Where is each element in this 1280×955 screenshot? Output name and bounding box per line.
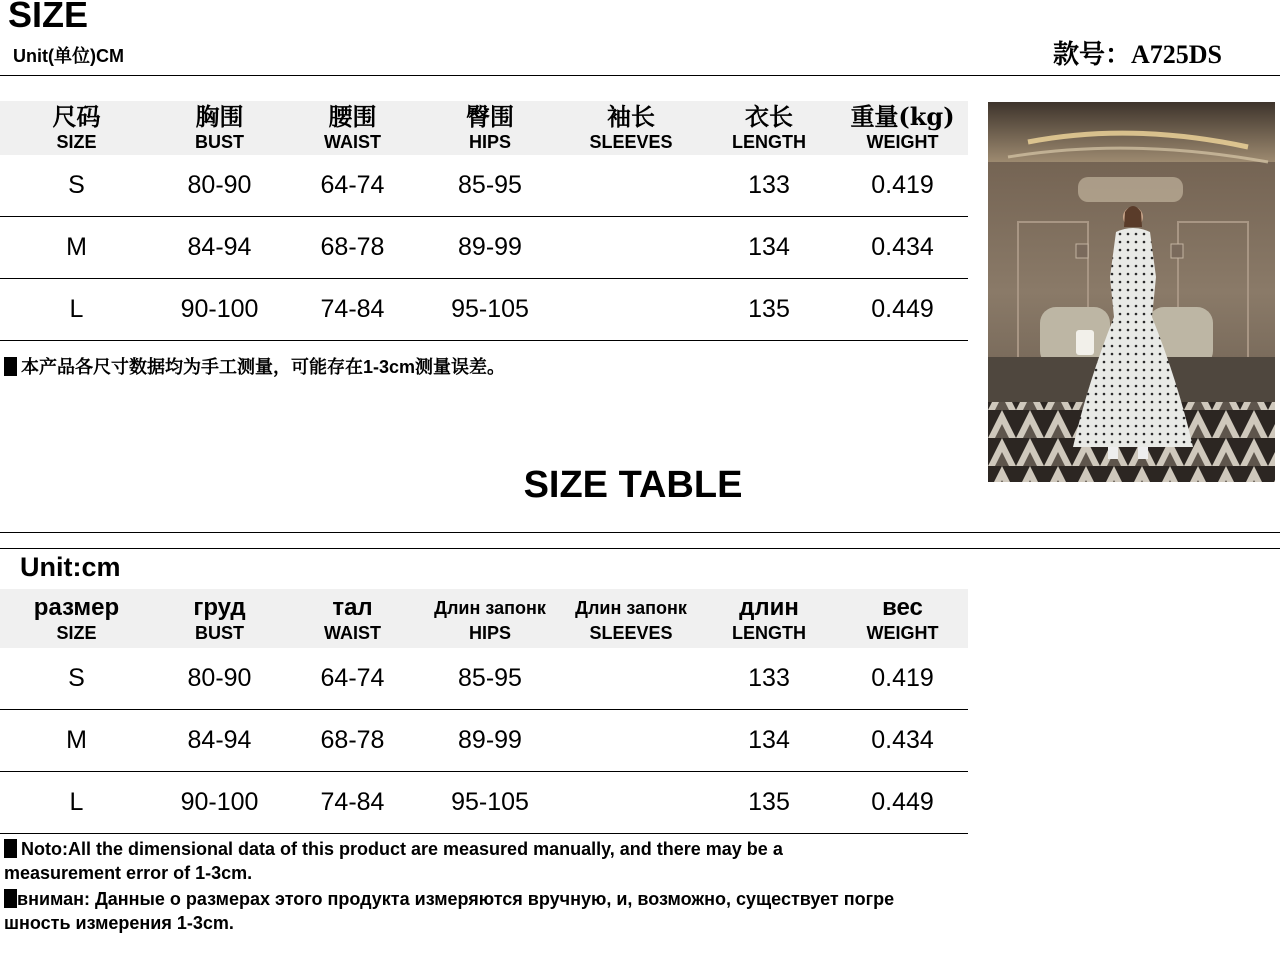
- unit-label: Unit(单位)CM: [13, 46, 124, 66]
- table-row: [0, 772, 968, 834]
- cell-waist: 64-74: [286, 648, 419, 710]
- table-row: [0, 155, 968, 217]
- cell-waist: 68-78: [286, 710, 419, 772]
- page-title: SIZE: [8, 0, 89, 35]
- measurement-note-en: Noto:All the dimensional data of this product are measured manually, and there may be a measurement error of 1-3cm.: [4, 839, 783, 883]
- section-divider-top: [0, 532, 1280, 533]
- cell-weight: 0.419: [837, 648, 968, 710]
- header-weight: вес WEIGHT: [837, 589, 968, 648]
- header-sleeves: 袖长 SLEEVES: [561, 101, 701, 155]
- cell-length: 133: [701, 648, 837, 710]
- cell-length: 133: [701, 155, 837, 217]
- header-length: длин LENGTH: [701, 589, 837, 648]
- header-hips: Длин запонк HIPS: [419, 589, 561, 648]
- product-photo: [988, 102, 1275, 482]
- cell-size: M: [0, 710, 153, 772]
- cell-sleeves: [561, 217, 701, 279]
- header-waist: 腰围 WAIST: [286, 101, 419, 155]
- header-waist: тал WAIST: [286, 589, 419, 648]
- cell-size: S: [0, 648, 153, 710]
- cell-sleeves: [561, 648, 701, 710]
- cell-weight: 0.434: [837, 217, 968, 279]
- cell-sleeves: [561, 155, 701, 217]
- table-row: [0, 648, 968, 710]
- header-sleeves: Длин запонк SLEEVES: [561, 589, 701, 648]
- cell-waist: 74-84: [286, 279, 419, 341]
- header-size: 尺码 SIZE: [0, 101, 153, 155]
- bullet-block: [4, 357, 17, 376]
- table-row: [0, 217, 968, 279]
- size-table-cn: [0, 101, 968, 341]
- table-header-row: [0, 101, 968, 155]
- bullet-block: [4, 889, 17, 908]
- cell-size: L: [0, 772, 153, 834]
- cell-size: S: [0, 155, 153, 217]
- model-number: 款号：A725DS: [1052, 40, 1222, 69]
- header-size: размер SIZE: [0, 589, 153, 648]
- measurement-note-cn: 本产品各尺寸数据均为手工测量，可能存在1-3cm测量误差。: [4, 355, 505, 379]
- cell-weight: 0.449: [837, 772, 968, 834]
- section-divider-bottom: [0, 548, 1280, 549]
- cell-length: 134: [701, 710, 837, 772]
- cell-hips: 89-99: [419, 710, 561, 772]
- cell-hips: 95-105: [419, 279, 561, 341]
- cell-hips: 95-105: [419, 772, 561, 834]
- cell-sleeves: [561, 710, 701, 772]
- header-weight: 重量(kg) WEIGHT: [837, 101, 968, 155]
- cell-length: 135: [701, 279, 837, 341]
- table-row: [0, 279, 968, 341]
- cell-length: 135: [701, 772, 837, 834]
- cell-bust: 90-100: [153, 279, 286, 341]
- cell-sleeves: [561, 772, 701, 834]
- cell-weight: 0.449: [837, 279, 968, 341]
- header-hips: 臀围 HIPS: [419, 101, 561, 155]
- header-bust: груд BUST: [153, 589, 286, 648]
- cell-length: 134: [701, 217, 837, 279]
- cell-waist: 64-74: [286, 155, 419, 217]
- header-length: 衣长 LENGTH: [701, 101, 837, 155]
- cell-sleeves: [561, 279, 701, 341]
- cell-size: L: [0, 279, 153, 341]
- bullet-block: [4, 839, 17, 858]
- header-divider: [0, 75, 1280, 76]
- cell-bust: 80-90: [153, 155, 286, 217]
- cell-bust: 80-90: [153, 648, 286, 710]
- table-header-row: [0, 589, 968, 648]
- section-title: SIZE TABLE: [523, 464, 743, 506]
- unit-label-ru: Unit:cm: [20, 552, 121, 582]
- cell-bust: 84-94: [153, 710, 286, 772]
- cell-hips: 85-95: [419, 155, 561, 217]
- cell-waist: 74-84: [286, 772, 419, 834]
- cell-bust: 90-100: [153, 772, 286, 834]
- cell-weight: 0.434: [837, 710, 968, 772]
- cell-bust: 84-94: [153, 217, 286, 279]
- cell-hips: 89-99: [419, 217, 561, 279]
- header-bust: 胸围 BUST: [153, 101, 286, 155]
- cell-weight: 0.419: [837, 155, 968, 217]
- cell-size: M: [0, 217, 153, 279]
- measurement-note-ru: вниман: Данные о размерах этого продукта измеряются вручную, и, возможно, существует погре шность измерения 1-3cm.: [4, 889, 895, 933]
- table-row: [0, 710, 968, 772]
- cell-hips: 85-95: [419, 648, 561, 710]
- size-table-ru: [0, 589, 968, 834]
- cell-waist: 68-78: [286, 217, 419, 279]
